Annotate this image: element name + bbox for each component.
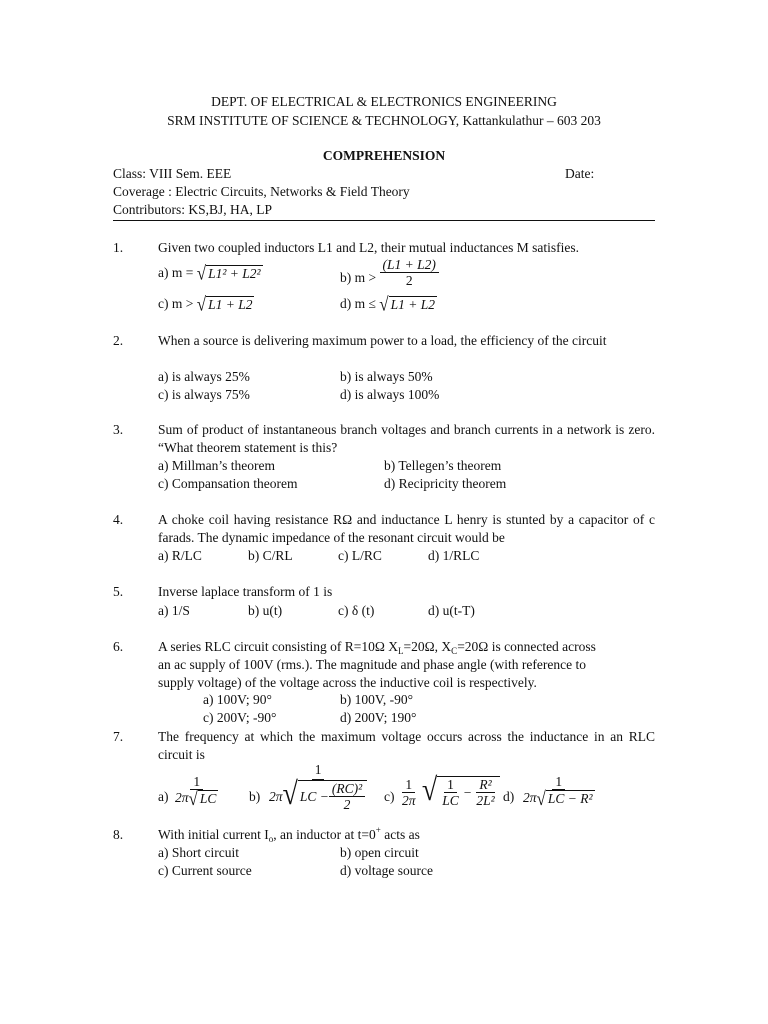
q5-option-b: b) u(t) [248, 603, 283, 618]
q4-option-d: d) 1/RLC [428, 548, 480, 563]
class-line: Class: VIII Sem. EEE [113, 166, 232, 181]
q4-text: A choke coil having resistance RΩ and inductance L henry is stunted by a capacitor of c farads. The dynamic impedance of the resonant circuit would be [158, 512, 655, 545]
q3-text: Sum of product of instantaneous branch voltages and branch currents in a network is zero. “What theorem statement is this? [158, 422, 655, 455]
q6-option-a: a) 100V; 90° [203, 692, 272, 707]
dept-heading: DEPT. OF ELECTRICAL & ELECTRONICS ENGINEERING [211, 94, 557, 109]
q2-option-c: c) is always 75% [158, 387, 250, 402]
q7-option-c-outer-fraction [399, 777, 419, 808]
q5-option-a: a) 1/S [158, 603, 190, 618]
q7-option-d-label: d) [503, 789, 515, 804]
q7-option-d-two-pi: 2π [523, 790, 537, 806]
q6-line-1-part-c: =20Ω is connected across [457, 639, 596, 654]
q7-option-b-denominator [266, 776, 370, 813]
contributors-line: Contributors: KS,BJ, HA, LP [113, 202, 273, 217]
q5-option-d: d) u(t-T) [428, 603, 475, 618]
q7-option-a-fraction [172, 774, 221, 808]
q7-option-c-r-over-l [473, 777, 497, 808]
q7-option-a-two-pi: 2π [175, 790, 189, 806]
page-title: COMPREHENSION [322, 148, 446, 163]
q1-option-a-label: a) m = [158, 265, 194, 280]
q8-sup-plus: + [375, 825, 381, 835]
q7-option-c-two-l-squared: 2L² [476, 793, 495, 808]
q4-option-a: a) R/LC [158, 548, 202, 563]
q7-option-b-two-pi: 2π [269, 788, 283, 804]
q5-option-c: c) δ (t) [338, 603, 375, 618]
q6-option-d: d) 200V; 190° [340, 710, 417, 725]
q2-option-d: d) is always 100% [340, 387, 440, 402]
q3-number: 3. [113, 422, 124, 437]
q7-option-d-expr: LC − R² [547, 791, 593, 806]
q7-option-c-numerator: 1 [402, 777, 415, 793]
q7-option-b-radicand [298, 780, 367, 812]
q8-sub-o: o [268, 834, 274, 844]
q7-option-d-sqrt: √ LC − R² [536, 787, 593, 810]
q5-number: 5. [113, 584, 124, 599]
q7-option-b-sqrt: √ LC − $\frac{\text{(RC)²}}{2}$ [283, 780, 368, 812]
q1-option-d-sqrt: √ L1 + L2 [379, 293, 436, 316]
q8-number: 8. [113, 827, 124, 842]
q1-option-c [158, 295, 254, 314]
q8-text-part-a: With initial current I [158, 827, 269, 842]
q1-option-c-sqrt: √ L1 + L2 [196, 293, 253, 316]
q8-option-b: b) open circuit [340, 845, 419, 860]
q6-line-1-part-b: =20Ω, X [403, 639, 452, 654]
q1-option-a-expr: L1² + L2² [208, 265, 261, 281]
q7-option-a-lc: LC [199, 791, 217, 806]
q8-option-c: c) Current source [158, 863, 252, 878]
q4-option-b: b) C/RL [248, 548, 293, 563]
q1-option-d-expr: L1 + L2 [390, 296, 436, 312]
q2-text: When a source is delivering maximum power to a load, the efficiency of the circuit [158, 333, 607, 348]
q7-text: The frequency at which the maximum voltage occurs across the inductance in an RLC circuit is [158, 729, 655, 762]
q2-option-b: b) is always 50% [340, 369, 433, 384]
q7-option-c-label: c) [384, 789, 395, 804]
q1-option-b-denominator: 2 [405, 273, 413, 288]
q7-option-d-fraction [520, 774, 598, 808]
q7-option-b-fraction [266, 762, 370, 812]
q7-option-b-numerator: 1 [312, 762, 325, 780]
q7-option-a-numerator: 1 [190, 774, 203, 790]
q7-option-b-lc-minus: LC − [299, 789, 329, 804]
q8-option-d: d) voltage source [340, 863, 433, 878]
q1-option-b [340, 257, 439, 288]
q4-number: 4. [113, 512, 124, 527]
q7-option-c-inv-lc-num: 1 [444, 777, 457, 793]
q6-line-2: an ac supply of 100V (rms.). The magnitude and phase angle (with reference to [158, 657, 586, 672]
q7-number: 7. [113, 729, 124, 744]
q7-option-c [399, 772, 500, 809]
q8-option-a: a) Short circuit [158, 845, 239, 860]
q7-option-d-denominator [520, 787, 598, 810]
q8-text [158, 826, 420, 844]
q6-option-b: b) 100V, -90° [340, 692, 414, 707]
q7-option-c-minus: − [463, 785, 472, 800]
q6-option-c: c) 200V; -90° [203, 710, 277, 725]
q7-option-b [266, 762, 370, 812]
institute-heading: SRM INSTITUTE OF SCIENCE & TECHNOLOGY, Kattankulathur – 603 203 [167, 113, 601, 128]
date-line: Date: [565, 166, 595, 181]
q6-sub-l: L [398, 646, 404, 656]
q6-line-3: supply voltage) of the voltage across the inductive coil is respectively. [158, 675, 537, 690]
coverage-line: Coverage : Electric Circuits, Networks & Field Theory [113, 184, 410, 199]
q7-option-c-sqrt: √ $\frac{1}{LC}$ − $\frac{\text{R²}}{\text{2L²}}$ [422, 776, 500, 808]
q7-option-a-sqrt: √ LC [188, 787, 217, 810]
q7-option-c-inv-lc [439, 777, 462, 808]
q7-option-d-numerator: 1 [552, 774, 565, 790]
q8-text-part-c: acts as [380, 827, 420, 842]
q7-option-c-radicand [437, 776, 499, 808]
q6-line-1-part-a: A series RLC circuit consisting of R=10Ω X [158, 639, 399, 654]
q7-option-a-denominator [172, 787, 221, 810]
q2-option-a: a) is always 25% [158, 369, 250, 384]
q2-number: 2. [113, 333, 124, 348]
q6-number: 6. [113, 639, 124, 654]
q7-option-a [172, 774, 221, 808]
q7-option-c-inv-lc-den: LC [442, 793, 459, 808]
q3-option-d: d) Recipricity theorem [384, 476, 507, 491]
q7-option-b-inner-two: 2 [343, 797, 351, 812]
header-divider [113, 220, 655, 221]
q1-number: 1. [113, 240, 124, 255]
q1-option-b-numerator: (L1 + L2) [380, 257, 439, 273]
q1-option-d [340, 295, 437, 314]
q7-option-a-label: a) [158, 789, 169, 804]
q7-option-c-two-pi: 2π [402, 792, 416, 808]
q7-option-b-rc-squared: (RC)² [329, 781, 365, 797]
q1-option-c-expr: L1 + L2 [208, 296, 253, 312]
q1-option-b-label: b) m > [340, 269, 377, 285]
q5-text: Inverse laplace transform of 1 is [158, 584, 333, 599]
q6-line-1 [158, 638, 596, 656]
q1-option-d-label: d) m ≤ [340, 296, 376, 311]
q7-option-d [520, 774, 598, 808]
q8-text-part-b: , an inductor at t=0 [273, 827, 376, 842]
q1-option-a [158, 264, 263, 283]
q3-option-c: c) Compansation theorem [158, 476, 298, 491]
q4-option-c: c) L/RC [338, 548, 382, 563]
q7-option-b-label: b) [249, 789, 261, 804]
q3-option-a: a) Millman’s theorem [158, 458, 275, 473]
q1-option-b-fraction [380, 257, 439, 288]
q3-option-b: b) Tellegen’s theorem [384, 458, 502, 473]
q7-option-c-r-squared: R² [476, 777, 494, 793]
q7-option-b-inner-fraction [329, 781, 365, 812]
q1-text: Given two coupled inductors L1 and L2, their mutual inductances M satisfies. [158, 240, 580, 255]
q6-sub-c: C [451, 646, 458, 656]
q1-option-a-sqrt: √ L1² + L2² [196, 262, 261, 285]
q1-option-c-label: c) m > [158, 296, 194, 311]
